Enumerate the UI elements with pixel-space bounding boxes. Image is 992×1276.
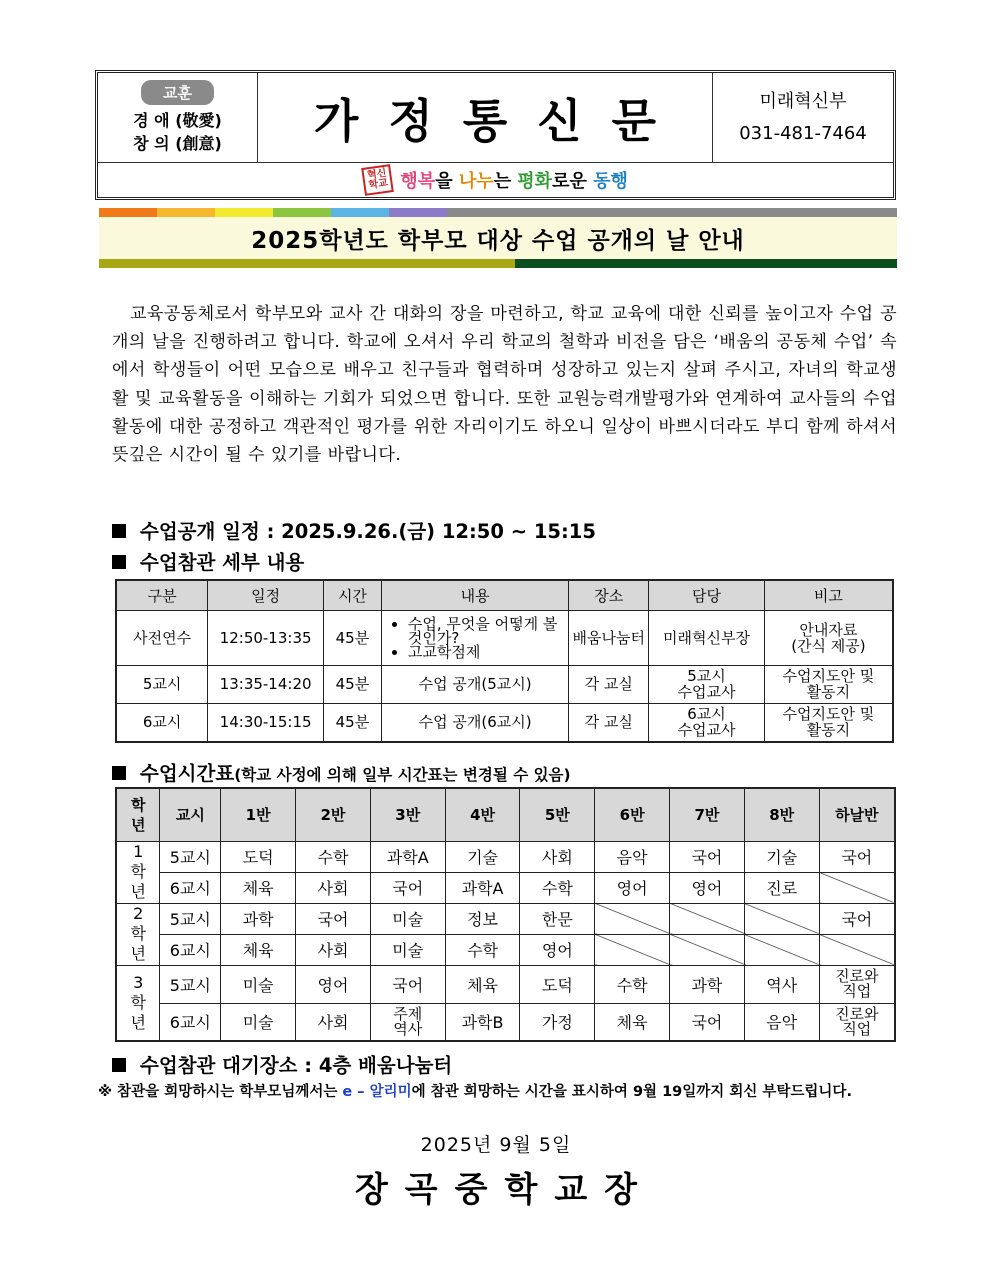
grade-label xyxy=(116,903,160,965)
detail-cell-note xyxy=(764,610,893,665)
subject-cell: 사회 xyxy=(520,841,595,872)
reply-notice: ※ 참관을 희망하시는 학부모님께서는 e – 알리미에 참관 희망하는 시간을 표시하여 9월 19일까지 회신 부탁드립니다. xyxy=(98,1084,852,1100)
subject-line: 직업 xyxy=(842,1019,872,1038)
subject-cell: 국어 xyxy=(370,872,445,903)
owner-line: 수업교사 xyxy=(677,721,736,740)
grade-label-char: 학 xyxy=(130,992,146,1012)
timetable-column-header: 8반 xyxy=(744,788,819,841)
subject-cell: 과학A xyxy=(370,841,445,872)
timetable-column-header: 5반 xyxy=(520,788,595,841)
square-bullet-icon xyxy=(112,766,126,780)
subject-cell: 기술 xyxy=(744,841,819,872)
subject-cell: 체육 xyxy=(221,934,296,965)
timetable-row xyxy=(116,965,895,1003)
grade-label xyxy=(116,965,160,1041)
note-line: 수업지도안 및 xyxy=(782,667,875,685)
school-motto xyxy=(98,73,258,162)
content-list xyxy=(382,614,569,661)
principal-signature: 장곡중학교장 xyxy=(354,1170,655,1210)
detail-row xyxy=(116,703,893,742)
subject-cell: 한문 xyxy=(520,903,595,934)
detail-cell-place: 각 교실 xyxy=(569,665,649,703)
details-heading: 수업참관 세부 내용 xyxy=(112,547,304,575)
schedule-heading: 수업공개 일정 : 2025.9.26.(금) 12:50 ~ 15:15 xyxy=(112,516,596,544)
department-phone: 031-481-7464 xyxy=(739,122,867,144)
subject-cell: 영어 xyxy=(520,934,595,965)
detail-cell-owner: 미래혁신부장 xyxy=(649,610,765,665)
timetable-row xyxy=(116,1003,895,1041)
subject-cell: 정보 xyxy=(445,903,520,934)
subject-cell: 미술 xyxy=(221,965,296,1003)
detail-cell-owner xyxy=(649,665,765,703)
slogan-part: 평화 xyxy=(517,171,553,192)
innovation-school-stamp-icon: 혁신 학교 xyxy=(361,164,394,196)
period-cell: 5교시 xyxy=(160,903,221,934)
slogan-part: 로운 xyxy=(552,171,594,192)
grade-label-char: 1 xyxy=(133,842,144,861)
intro-paragraph: 교육공동체로서 학부모와 교사 간 대화의 장을 마련하고, 학교 교육에 대한 신뢰를 높이고자 수업 공개의 날을 진행하려고 합니다. 학교에 오셔서 우리 학교의 철학과 비전을 담은 ‘배움의 공동체 수업’ 속에서 학생들이 어떤 모습으로 배우고 친구들과 협력하며 성장하고 있는지 살펴 주시고, 자녀의 학교생활 및 교육활동을 이해하는 기회가 되었으면 합니다. 또한 교원능력개발평가와 연계하여 교사들의 수업 활동에 대한 공정하고 객관적인 평가를 위한 자리이기도 하오니 일상이 바쁘시더라도 부디 함께 하셔서 뜻깊은 시간이 될 수 있기를 바랍니다. xyxy=(112,304,897,466)
subject-cell: 영어 xyxy=(595,872,670,903)
subject-cell: 국어 xyxy=(670,1003,745,1041)
waiting-place-heading: 수업참관 대기장소 : 4층 배움나눔터 xyxy=(112,1050,452,1078)
period-cell: 5교시 xyxy=(160,841,221,872)
subject-cell: 수학 xyxy=(595,965,670,1003)
period-cell: 6교시 xyxy=(160,1003,221,1041)
header-char: 년 xyxy=(130,815,146,834)
subject-cell xyxy=(819,965,895,1003)
color-bar-segment xyxy=(389,208,447,217)
detail-cell-kind: 5교시 xyxy=(116,665,208,703)
timetable-row xyxy=(116,934,895,965)
detail-cell-duration: 45분 xyxy=(324,665,382,703)
detail-cell-duration: 45분 xyxy=(324,610,382,665)
column-header: 장소 xyxy=(569,580,649,610)
detail-cell-schedule: 12:50-13:35 xyxy=(208,610,324,665)
timetable-column-header xyxy=(116,788,160,841)
page-title: 가정통신문 xyxy=(313,93,687,148)
grade-label-char: 학 xyxy=(130,924,146,943)
timetable-header xyxy=(116,788,895,841)
timetable-column-header: 3반 xyxy=(370,788,445,841)
subject-cell: 기술 xyxy=(445,841,520,872)
empty-subject-cell xyxy=(670,934,745,965)
note-line: 활동지 xyxy=(806,683,851,701)
empty-subject-cell xyxy=(670,903,745,934)
detail-cell-content xyxy=(381,610,569,665)
motto-line-1: 경 애 (敬愛) xyxy=(133,111,222,130)
subject-cell: 영어 xyxy=(296,965,371,1003)
observation-detail-table xyxy=(115,579,894,743)
note-line: 활동지 xyxy=(806,721,851,740)
timetable-row xyxy=(116,872,895,903)
subject-cell: 미술 xyxy=(370,903,445,934)
detail-cell-note xyxy=(764,665,893,703)
subject-cell: 수학 xyxy=(445,934,520,965)
detail-cell-content: 수업 공개(5교시) xyxy=(381,665,569,703)
timetable-row xyxy=(116,903,895,934)
motto-label: 교훈 xyxy=(141,80,214,105)
color-bar-segment xyxy=(157,208,215,217)
subject-cell: 사회 xyxy=(296,934,371,965)
color-bar-segment xyxy=(99,259,515,268)
color-bar-segment xyxy=(99,208,157,217)
detail-cell-content: 수업 공개(6교시) xyxy=(381,703,569,742)
grade-label-char: 학 xyxy=(130,862,146,881)
empty-subject-cell xyxy=(744,934,819,965)
subject-cell xyxy=(370,1003,445,1041)
period-cell: 6교시 xyxy=(160,872,221,903)
empty-subject-cell xyxy=(595,903,670,934)
square-bullet-icon xyxy=(112,524,126,538)
column-header: 내용 xyxy=(381,580,569,610)
note-line: 수업지도안 및 xyxy=(782,705,875,724)
slogan-part: 동행 xyxy=(593,171,628,192)
color-bar-segment xyxy=(447,208,897,217)
grade-label-char: 년 xyxy=(130,1012,146,1032)
detail-row xyxy=(116,610,893,665)
department-name: 미래혁신부 xyxy=(759,90,847,112)
detail-cell-schedule: 13:35-14:20 xyxy=(208,665,324,703)
subject-cell: 체육 xyxy=(595,1003,670,1041)
subject-cell: 사회 xyxy=(296,872,371,903)
slogan-part: 는 xyxy=(493,171,518,192)
detail-table-header xyxy=(116,580,893,610)
period-cell: 6교시 xyxy=(160,934,221,965)
header-top-row xyxy=(98,73,893,163)
subject-cell: 미술 xyxy=(221,1003,296,1041)
subject-cell: 사회 xyxy=(296,1003,371,1041)
column-header: 담당 xyxy=(649,580,765,610)
detail-cell-schedule: 14:30-15:15 xyxy=(208,703,324,742)
timetable-column-header: 6반 xyxy=(595,788,670,841)
subject-line: 역사 xyxy=(393,1019,423,1038)
detail-cell-note xyxy=(764,703,893,742)
empty-subject-cell xyxy=(819,934,895,965)
detail-cell-kind: 6교시 xyxy=(116,703,208,742)
subject-cell: 가정 xyxy=(520,1003,595,1041)
content-list-item: • 수업, 무엇을 어떻게 볼 것인가? xyxy=(408,617,569,645)
color-bar-segment xyxy=(215,208,273,217)
school-slogan xyxy=(98,163,893,197)
detail-cell-owner xyxy=(649,703,765,742)
empty-subject-cell xyxy=(819,872,895,903)
detail-cell-place: 배움나눔터 xyxy=(569,610,649,665)
subject-cell: 국어 xyxy=(296,903,371,934)
subject-cell: 과학 xyxy=(221,903,296,934)
subject-cell: 국어 xyxy=(670,841,745,872)
timetable-column-header: 하날반 xyxy=(819,788,895,841)
subject-cell: 과학B xyxy=(445,1003,520,1041)
rainbow-bar xyxy=(99,208,897,217)
column-header: 시간 xyxy=(324,580,382,610)
subject-cell: 국어 xyxy=(819,903,895,934)
subject-cell: 과학 xyxy=(670,965,745,1003)
color-bar-segment xyxy=(515,259,897,268)
note-line: 안내자료 xyxy=(799,620,858,639)
subject-cell: 음악 xyxy=(595,841,670,872)
note-line: (간식 제공) xyxy=(791,636,866,655)
timetable-heading: 수업시간표(학교 사정에 의해 일부 시간표는 변경될 수 있음) xyxy=(112,758,571,786)
subject-cell: 수학 xyxy=(520,872,595,903)
grade-label xyxy=(116,841,160,903)
subject-cell: 체육 xyxy=(221,872,296,903)
letter-header xyxy=(95,70,896,200)
grade-label-char: 3 xyxy=(133,972,144,992)
subject-line: 진로와 xyxy=(835,1004,879,1023)
subject-cell: 음악 xyxy=(744,1003,819,1041)
slogan-part: 행복 xyxy=(400,171,436,192)
timetable-row xyxy=(116,841,895,872)
timetable-column-header: 1반 xyxy=(221,788,296,841)
content-list-item: • 고교학점제 xyxy=(408,645,569,659)
subject-line: 직업 xyxy=(842,982,872,1000)
timetable-column-header: 2반 xyxy=(296,788,371,841)
subject-line: 진로와 xyxy=(835,967,879,985)
owner-line: 5교시 xyxy=(687,667,726,685)
class-timetable xyxy=(115,787,896,1042)
timetable-column-header: 4반 xyxy=(445,788,520,841)
grade-label-char: 년 xyxy=(130,882,146,901)
subject-cell: 과학A xyxy=(445,872,520,903)
title-cell xyxy=(258,73,713,162)
header-char: 학 xyxy=(130,795,146,814)
bottom-color-bar xyxy=(99,259,897,268)
slogan-part: 나누 xyxy=(458,171,494,192)
empty-subject-cell xyxy=(595,934,670,965)
subject-cell: 역사 xyxy=(744,965,819,1003)
subject-cell: 국어 xyxy=(819,841,895,872)
empty-subject-cell xyxy=(744,903,819,934)
motto-line-2: 창 의 (創意) xyxy=(133,134,222,153)
slogan-part: 을 xyxy=(435,171,459,192)
notice-headline: 2025학년도 학부모 대상 수업 공개의 날 안내 xyxy=(99,217,897,259)
column-header: 구분 xyxy=(116,580,208,610)
column-header: 비고 xyxy=(764,580,893,610)
timetable-column-header: 교시 xyxy=(160,788,221,841)
column-header: 일정 xyxy=(208,580,324,610)
period-cell: 5교시 xyxy=(160,965,221,1003)
subject-cell: 도덕 xyxy=(520,965,595,1003)
issue-date: 2025년 9월 5일 xyxy=(420,1134,572,1156)
detail-cell-kind: 사전연수 xyxy=(116,610,208,665)
subject-line: 주제 xyxy=(393,1004,423,1023)
color-bar-segment xyxy=(331,208,389,217)
subject-cell: 영어 xyxy=(670,872,745,903)
owner-line: 6교시 xyxy=(687,705,726,724)
square-bullet-icon xyxy=(112,555,126,569)
subject-cell: 진로 xyxy=(744,872,819,903)
detail-cell-place: 각 교실 xyxy=(569,703,649,742)
subject-cell: 미술 xyxy=(370,934,445,965)
department-info xyxy=(713,73,893,162)
e-alimi-link[interactable]: e – 알리미 xyxy=(342,1084,412,1100)
subject-cell: 수학 xyxy=(296,841,371,872)
slogan-text xyxy=(400,167,627,193)
detail-row xyxy=(116,665,893,703)
timetable-column-header: 7반 xyxy=(670,788,745,841)
square-bullet-icon xyxy=(112,1058,126,1072)
color-bar-segment xyxy=(273,208,331,217)
owner-line: 수업교사 xyxy=(677,683,736,701)
subject-cell: 국어 xyxy=(370,965,445,1003)
subject-cell xyxy=(819,1003,895,1041)
subject-cell: 도덕 xyxy=(221,841,296,872)
detail-cell-duration: 45분 xyxy=(324,703,382,742)
grade-label-char: 년 xyxy=(130,944,146,963)
subject-cell: 체육 xyxy=(445,965,520,1003)
grade-label-char: 2 xyxy=(133,904,144,923)
